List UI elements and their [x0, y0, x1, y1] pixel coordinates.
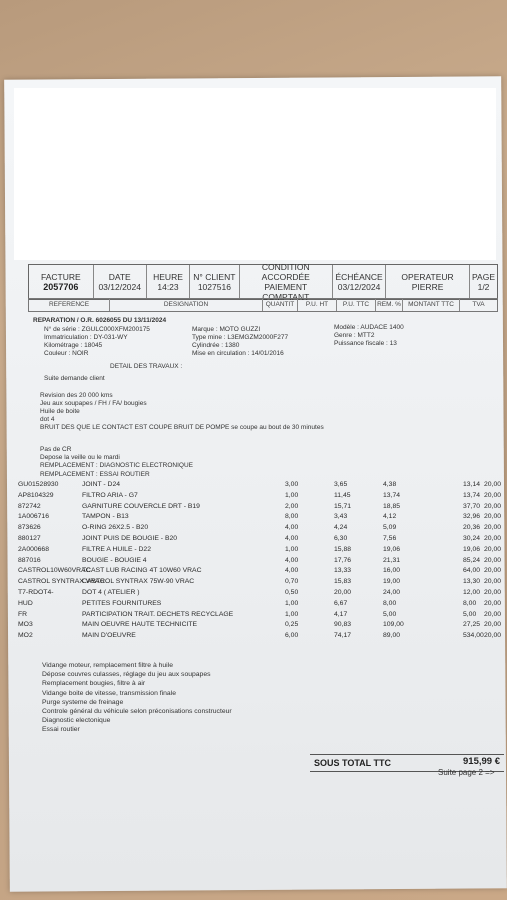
cell-des: PARTICIPATION TRAIT. DECHETS RECYCLAGE: [82, 610, 234, 618]
condition-label: CONDITION ACCORDÉE: [261, 262, 310, 282]
cell-tva: 20,00: [484, 621, 502, 629]
vehicle-cyl: Cylindrée : 1380: [192, 342, 240, 349]
cell-ttc: 5,09: [383, 524, 397, 532]
page-label: PAGE: [472, 272, 496, 282]
cell-tva: 20,00: [484, 632, 502, 640]
note-line: REMPLACEMENT : ESSAI ROUTIER: [40, 471, 150, 478]
cell-ht: 13,33: [334, 567, 352, 575]
cell-ref: 873626: [18, 524, 41, 532]
table-row: [18, 481, 504, 492]
vehicle-circ: Mise en circulation : 14/01/2016: [192, 350, 284, 357]
cell-des: PETITES FOURNITURES: [82, 599, 162, 607]
table-row: [18, 632, 504, 643]
cell-ref: MO3: [18, 621, 33, 629]
note-line: Revision des 20 000 kms: [40, 392, 113, 399]
cell-qty: 8,00: [285, 513, 299, 521]
echeance-value: 03/12/2024: [337, 282, 381, 292]
cell-ht: 15,88: [334, 545, 352, 553]
cell-qty: 1,00: [285, 599, 299, 607]
date-label: DATE: [108, 272, 131, 282]
work-item: Dépose couvres culasses, réglage du jeu aux soupapes: [42, 671, 211, 679]
cell-qty: 1,00: [285, 545, 299, 553]
cell-ref: T7-RDOT4-: [18, 589, 54, 596]
cell-ref: CASTROL SYNTRAX VRAC: [18, 578, 105, 586]
table-row: [18, 513, 504, 524]
col-pu-ht: P.U. HT: [298, 299, 337, 311]
cell-des: TCAST LUB RACING 4T 10W60 VRAC: [82, 567, 202, 575]
cell-mt: 13,74: [463, 491, 481, 499]
col-pu-ttc: P.U. TTC: [337, 299, 376, 311]
vehicle-genre: Genre : MTT2: [334, 332, 375, 339]
echeance-label: ÉCHÉANCE: [335, 272, 383, 282]
detail-travaux: DETAIL DES TRAVAUX :: [110, 363, 183, 370]
table-row: [18, 600, 504, 611]
cell-ttc: 24,00: [383, 589, 401, 596]
table-row: [18, 589, 504, 600]
cell-ht: 15,83: [334, 578, 352, 586]
cell-qty: 4,00: [285, 524, 299, 532]
page-value: 1/2: [477, 282, 490, 292]
cell-ttc: 4,12: [383, 513, 397, 521]
cell-ref: CASTROL10W60VRAC: [18, 567, 91, 575]
column-headers: [28, 298, 498, 312]
cell-des: JOINT - D24: [82, 481, 121, 488]
condition-value: PAIEMENT COMPTANT: [262, 282, 310, 302]
date-value: 03/12/2024: [98, 282, 141, 292]
vehicle-type: Type mine : L3EMGZM2000F277: [192, 334, 289, 341]
subtotal-value: 915,99 €: [463, 756, 500, 767]
vehicle-puiss: Puissance fiscale : 13: [334, 340, 397, 347]
cell-tva: 20,00: [484, 589, 502, 596]
cell-tva: 20,00: [484, 481, 502, 488]
cell-ht: 15,71: [334, 502, 352, 510]
table-row: [18, 524, 504, 535]
note-line: Jeu aux soupapes / FH / FA/ bougies: [40, 400, 147, 407]
facture-number: 2057706: [43, 282, 79, 292]
cell-tva: 20,00: [484, 513, 502, 521]
cell-des: MAIN OEUVRE HAUTE TECHNICITE: [82, 621, 198, 629]
cell-des: JOINT PUIS DE BOUGIE - B20: [82, 535, 178, 542]
cell-ttc: 89,00: [383, 632, 401, 640]
vehicle-km: Kilométrage : 18045: [44, 342, 103, 349]
cell-mt: 27,25: [463, 621, 481, 629]
work-item: Remplacement bougies, filtre à air: [42, 680, 146, 688]
cell-mt: 30,24: [463, 535, 481, 542]
facture-label: FACTURE: [40, 272, 81, 282]
cell-ht: 4,17: [334, 610, 348, 618]
cell-tva: 20,00: [484, 535, 502, 542]
col-designation: DESIGNATION: [110, 299, 263, 311]
subtotal-label: SOUS TOTAL TTC: [314, 758, 392, 768]
cell-ref: GU01528930: [18, 481, 59, 488]
cell-mt: 19,06: [463, 545, 481, 553]
vehicle-marque: Marque : MOTO GUZZI: [192, 326, 261, 333]
heure-label: HEURE: [153, 272, 183, 282]
cell-ttc: 18,85: [383, 502, 401, 510]
cell-mt: 13,30: [463, 578, 481, 586]
cell-tva: 20,00: [484, 524, 502, 532]
vehicle-immat: Immatriculation : DY-031-WY: [44, 334, 128, 341]
cell-des: CASTROL SYNTRAX 75W-90 VRAC: [82, 578, 195, 586]
heure-value: 14:23: [157, 282, 179, 292]
invoice-header: [28, 264, 498, 300]
cell-ttc: 13,74: [383, 491, 401, 499]
col-tva: TVA: [472, 301, 485, 308]
col-remise: REM. %: [376, 299, 403, 311]
cell-ttc: 19,06: [383, 545, 401, 553]
cell-qty: 0,50: [285, 589, 299, 596]
cell-tva: 20,00: [484, 610, 502, 618]
cell-ttc: 4,38: [383, 481, 397, 488]
table-row: [18, 611, 504, 622]
cell-des: MAIN D'OEUVRE: [82, 632, 136, 640]
cell-ht: 3,43: [334, 513, 348, 521]
cell-qty: 3,00: [285, 481, 299, 488]
cell-qty: 4,00: [285, 556, 299, 564]
cell-qty: 0,25: [285, 621, 299, 629]
work-item: Diagnostic electonique: [42, 717, 111, 725]
note-line: Pas de CR: [40, 446, 72, 453]
cell-ref: FR: [18, 610, 28, 618]
cell-ht: 6,30: [334, 535, 348, 542]
cell-ref: HUD: [18, 599, 33, 607]
cell-tva: 20,00: [484, 567, 502, 575]
cell-qty: 2,00: [285, 502, 299, 510]
cell-ttc: 16,00: [383, 567, 401, 575]
note-line: Huile de boite: [40, 408, 80, 415]
cell-ttc: 109,00: [383, 621, 404, 629]
cell-qty: 0,70: [285, 578, 299, 586]
cell-mt: 8,00: [463, 599, 477, 607]
client-label: N° CLIENT: [193, 272, 236, 282]
redacted-area: [14, 88, 496, 260]
work-item: Vidange moteur, remplacement filtre à huile: [42, 662, 173, 669]
repair-title: REPARATION / O.R. 6026055 DU 13/11/2024: [33, 317, 167, 324]
cell-ht: 4,24: [334, 524, 348, 532]
cell-ref: AP8104329: [18, 491, 54, 499]
cell-ttc: 19,00: [383, 578, 401, 586]
cell-ht: 11,45: [334, 491, 351, 499]
work-item: Controle général du véhicule selon préconisations constructeur: [42, 708, 232, 715]
cell-mt: 85,24: [463, 556, 481, 564]
cell-ttc: 8,00: [383, 599, 397, 607]
cell-des: FILTRO ARIA - G7: [82, 491, 138, 499]
cell-ht: 3,65: [334, 481, 348, 488]
work-item: Purge systeme de freinage: [42, 698, 124, 706]
cell-mt: 32,96: [463, 513, 481, 521]
work-item: Vidange boite de vitesse, transmission finale: [42, 689, 177, 697]
cell-tva: 20,00: [484, 556, 502, 564]
note-line: BRUIT DES QUE LE CONTACT EST COUPE BRUIT DE POMPE se coupe au bout de 30 minutes: [40, 424, 324, 431]
cell-qty: 6,00: [285, 632, 299, 640]
next-page-note: Suite page 2 =>: [438, 768, 495, 777]
cell-ttc: 7,56: [383, 535, 397, 542]
cell-des: TAMPON - B13: [82, 513, 129, 521]
table-row: [18, 621, 504, 632]
cell-mt: 13,14: [463, 481, 481, 488]
cell-mt: 5,00: [463, 610, 477, 618]
cell-qty: 1,00: [285, 610, 299, 618]
cell-tva: 20,00: [484, 578, 502, 586]
cell-ref: 887016: [18, 556, 41, 564]
cell-mt: 20,36: [463, 524, 481, 532]
cell-qty: 1,00: [285, 491, 299, 499]
cell-des: FILTRE A HUILE - D22: [82, 545, 151, 553]
table-row: [18, 578, 504, 589]
cell-ttc: 5,00: [383, 610, 397, 618]
cell-ref: 872742: [18, 502, 41, 510]
cell-des: GARNITURE COUVERCLE DRT - B19: [82, 502, 200, 510]
note-line: Depose la veille ou le mardi: [40, 454, 120, 461]
col-reference: REFERENCE: [29, 299, 110, 311]
note-line: dot 4: [40, 416, 55, 423]
cell-des: BOUGIE - BOUGIE 4: [82, 556, 147, 564]
col-quantite: QUANTIT: [263, 299, 298, 311]
vehicle-serie: N° de série : ZGULC000XFM200175: [44, 326, 150, 333]
cell-des: O-RING 26X2.5 - B20: [82, 524, 149, 532]
col-montant: MONTANT TTC: [403, 299, 460, 311]
operateur-label: OPERATEUR: [401, 272, 454, 282]
cell-ttc: 21,31: [383, 556, 401, 564]
cell-ref: 880127: [18, 535, 41, 542]
cell-mt: 64,00: [463, 567, 481, 575]
cell-ref: 1A006716: [18, 513, 49, 521]
cell-ht: 6,67: [334, 599, 348, 607]
cell-tva: 20,00: [484, 502, 502, 510]
cell-ht: 90,83: [334, 621, 352, 629]
cell-ht: 17,76: [334, 556, 352, 564]
cell-tva: 20,00: [484, 545, 502, 553]
table-row: [18, 557, 504, 568]
cell-qty: 4,00: [285, 567, 299, 575]
cell-ht: 20,00: [334, 589, 352, 596]
table-row: [18, 492, 504, 503]
client-value: 1027516: [197, 282, 231, 292]
work-item: Essai routier: [42, 726, 80, 734]
table-row: [18, 567, 504, 578]
operateur-value: PIERRE: [411, 282, 444, 292]
note-line: REMPLACEMENT : DIAGNOSTIC ELECTRONIQUE: [40, 462, 194, 469]
table-row: [18, 503, 504, 514]
cell-ref: 2A000668: [18, 545, 49, 553]
note-line: Suite demande client: [44, 375, 105, 382]
cell-tva: 20,00: [484, 491, 502, 499]
cell-ref: MO2: [18, 632, 33, 640]
vehicle-couleur: Couleur : NOIR: [44, 350, 89, 357]
cell-mt: 37,70: [463, 502, 481, 510]
cell-des: DOT 4 ( ATELIER ): [82, 589, 140, 596]
cell-qty: 4,00: [285, 535, 299, 542]
cell-mt: 534,00: [463, 632, 484, 640]
table-row: [18, 546, 504, 557]
cell-tva: 20,00: [484, 599, 502, 607]
cell-ht: 74,17: [334, 632, 352, 640]
table-row: [18, 535, 504, 546]
vehicle-modele: Modèle : AUDACE 1400: [334, 324, 404, 331]
cell-mt: 12,00: [463, 589, 481, 596]
